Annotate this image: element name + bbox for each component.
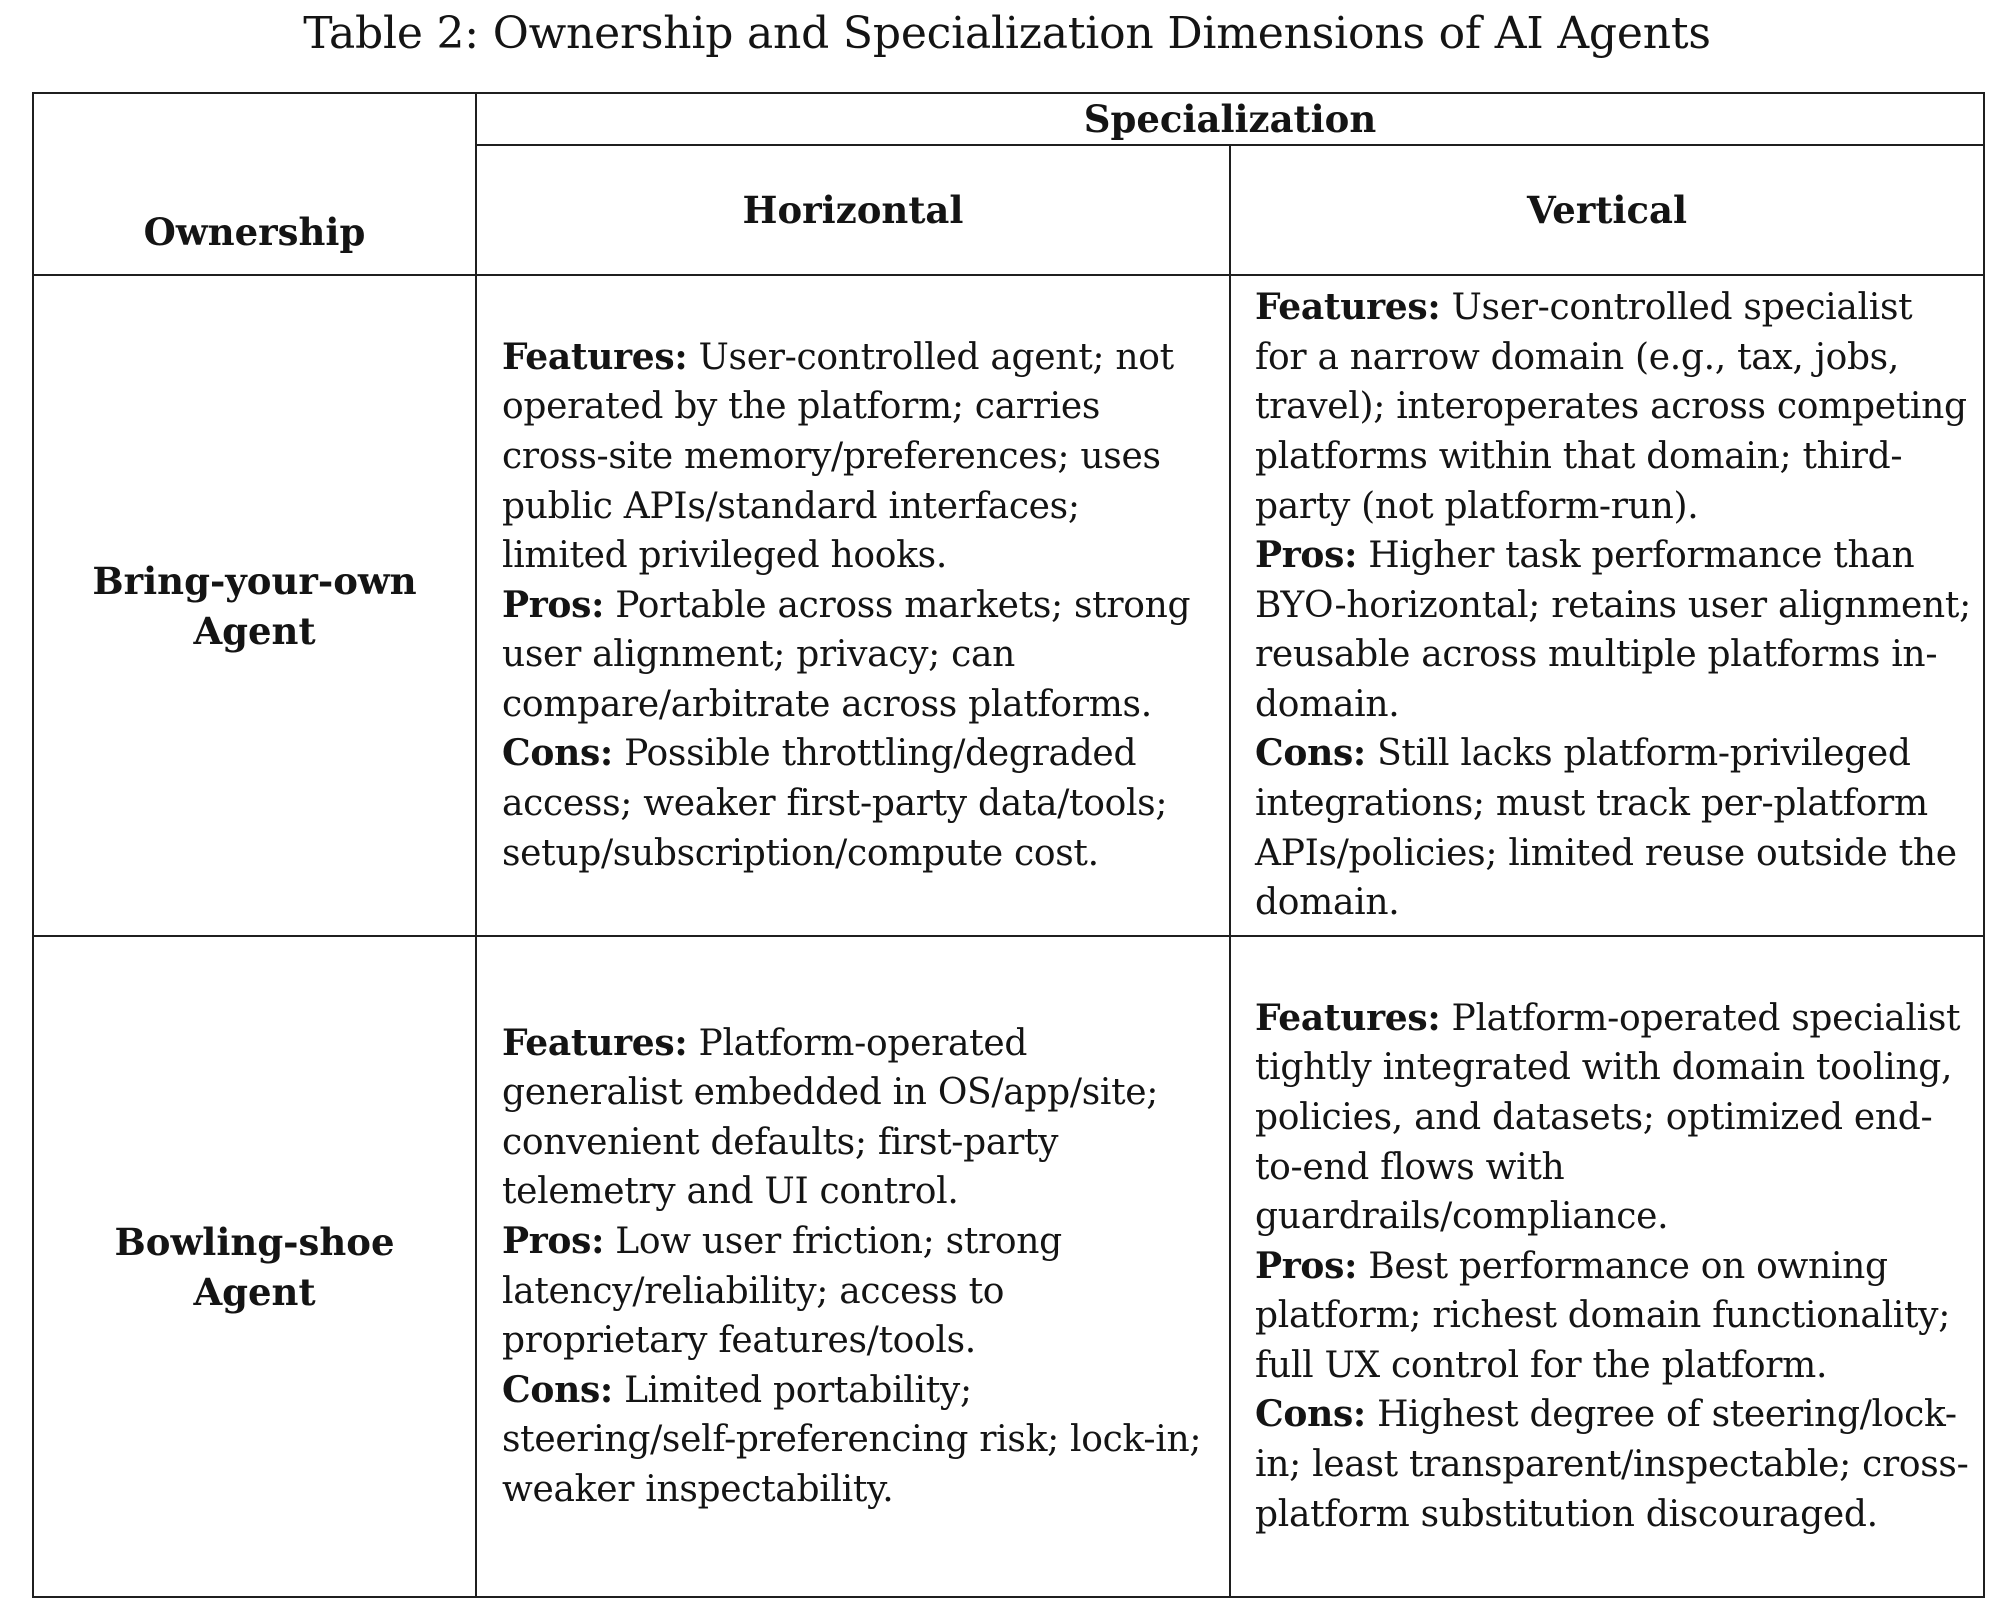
features-label: Features: bbox=[502, 335, 688, 378]
pros-label: Pros: bbox=[502, 583, 605, 626]
pros-text: Low user friction; strong latency/reliability; access to proprietary features/tools. bbox=[502, 1220, 1062, 1362]
specialization-header bbox=[476, 93, 1984, 145]
ownership-cell bbox=[33, 936, 476, 1597]
pros-text: Higher task performance than BYO-horizontal; retains user alignment; reusable across multiple platforms in-domain. bbox=[1255, 535, 1971, 725]
vertical-cell bbox=[1230, 936, 1984, 1597]
ownership-label-line1: Bowling-shoe bbox=[114, 1219, 395, 1264]
cons-text: Highest degree of steering/lock-in; least transparent/inspectable; cross-platform substitution discouraged. bbox=[1255, 1394, 1969, 1535]
cons-text: Possible throttling/degraded access; weaker first-party data/tools; setup/subscription/compute cost. bbox=[502, 733, 1168, 874]
vertical-header-label: Vertical bbox=[1526, 188, 1688, 232]
table-row bbox=[33, 275, 1984, 936]
ownership-specialization-table bbox=[32, 92, 1985, 1598]
ownership-label-line2: Agent bbox=[193, 608, 316, 653]
header-row-specialization bbox=[33, 93, 1984, 145]
pros-label: Pros: bbox=[502, 1219, 605, 1262]
specialization-header-label: Specialization bbox=[1083, 97, 1377, 141]
pros-text: Portable across markets; strong user alignment; privacy; can compare/arbitrate across platforms. bbox=[502, 584, 1191, 725]
vertical-header bbox=[1230, 145, 1984, 275]
horizontal-header bbox=[476, 145, 1230, 275]
features-label: Features: bbox=[1255, 286, 1441, 329]
cons-label: Cons: bbox=[1255, 732, 1366, 775]
features-text: Platform-operated specialist tightly integrated with domain tooling, policies, and datasets; optimized end-to-end flows with guardrails/compliance. bbox=[1255, 997, 1961, 1238]
cons-text: Limited portability; steering/self-preferencing risk; lock-in; weaker inspectability. bbox=[502, 1369, 1202, 1510]
pros-label: Pros: bbox=[1255, 534, 1358, 577]
cons-label: Cons: bbox=[502, 732, 613, 775]
pros-label: Pros: bbox=[1255, 1244, 1358, 1287]
vertical-cell bbox=[1230, 275, 1984, 936]
ownership-label-line1: Bring-your-own bbox=[92, 558, 417, 603]
cons-label: Cons: bbox=[1255, 1393, 1366, 1436]
horizontal-header-label: Horizontal bbox=[742, 188, 964, 232]
features-label: Features: bbox=[502, 1021, 688, 1064]
horizontal-cell bbox=[476, 275, 1230, 936]
features-text: User-controlled agent; not operated by the platform; carries cross-site memory/preferences; uses public APIs/standard interfaces; limited privileged hooks. bbox=[502, 336, 1174, 577]
ownership-cell bbox=[33, 275, 476, 936]
ownership-header bbox=[33, 93, 476, 275]
features-label: Features: bbox=[1255, 996, 1441, 1039]
ownership-header-label: Ownership bbox=[143, 210, 366, 254]
cons-label: Cons: bbox=[502, 1368, 613, 1411]
cons-text: Still lacks platform-privileged integrations; must track per-platform APIs/policies; limited reuse outside the domain. bbox=[1255, 733, 1957, 924]
ownership-label-line2: Agent bbox=[193, 1269, 316, 1314]
table-caption: Table 2: Ownership and Specialization Dimensions of AI Agents bbox=[303, 8, 1711, 59]
features-text: User-controlled specialist for a narrow domain (e.g., tax, jobs, travel); interoperates across competing platforms within that domain; third-party (not platform-run). bbox=[1255, 287, 1967, 527]
pros-text: Best performance on owning platform; richest domain functionality; full UX control for the platform. bbox=[1255, 1245, 1951, 1386]
horizontal-cell bbox=[476, 936, 1230, 1597]
features-text: Platform-operated generalist embedded in OS/app/site; convenient defaults; first-party telemetry and UI control. bbox=[502, 1022, 1159, 1213]
table-row bbox=[33, 936, 1984, 1597]
